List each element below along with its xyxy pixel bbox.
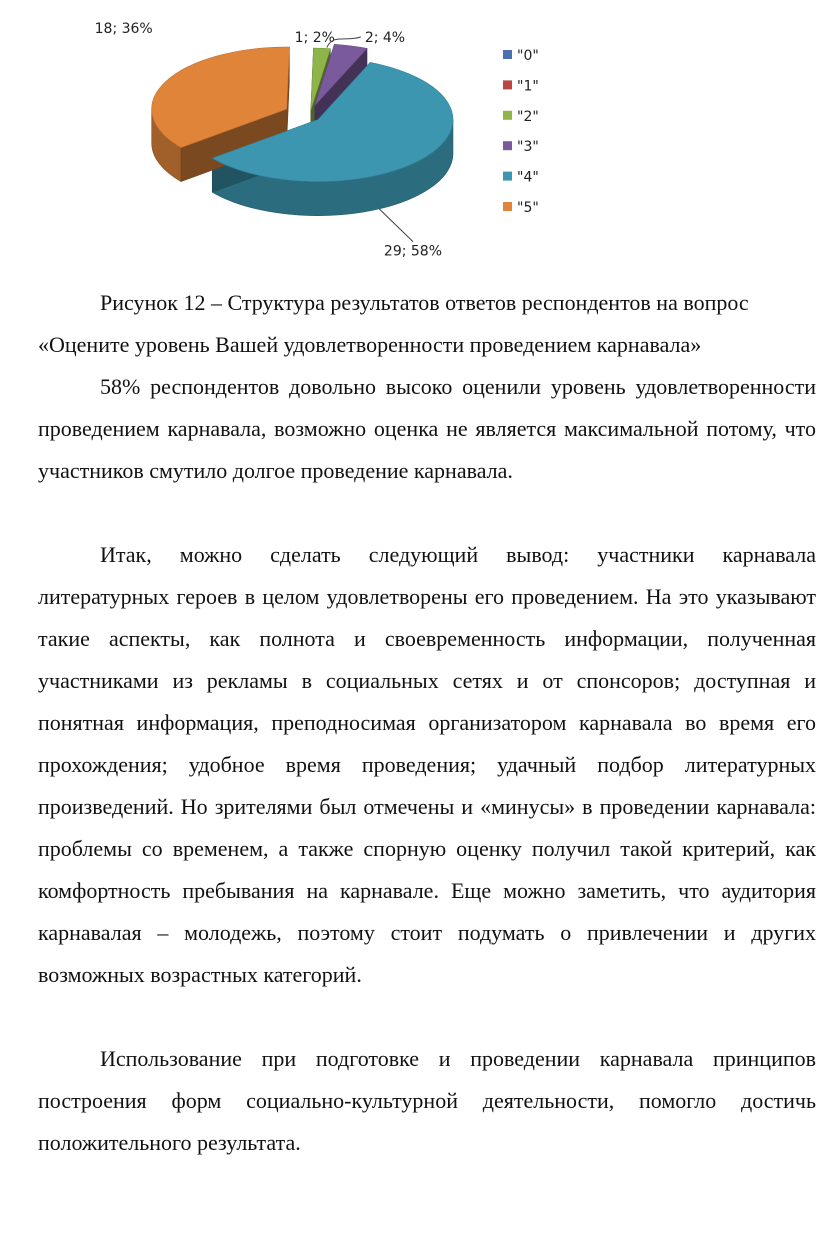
legend-swatch-4 <box>503 172 512 181</box>
paragraph-1: 58% респондентов довольно высоко оценили уровень удовлетворенности проведением карнавала, возможно оценка не является максимальной потому, что участников смутило долгое проведение карнавала. <box>38 374 816 483</box>
legend-swatch-5 <box>503 202 512 211</box>
slice-3-label: 2; 4% <box>364 30 406 46</box>
slice-2-label: 1; 2% <box>294 30 335 46</box>
slice-5-label: 18; 36% <box>94 21 153 38</box>
legend-label-4: "4" <box>517 169 539 186</box>
legend-swatch-2 <box>503 111 512 120</box>
legend-label-3: "3" <box>517 139 539 156</box>
paragraph-2: Итак, можно сделать следующий вывод: участники карнавала литературных героев в целом удовлетворены его проведением. На это указывают такие аспекты, как полнота и своевременность информации, полученная участниками из рекламы в социальных сетях и от спонсоров; доступная и понятная информация, преподносимая организатором карнавала во время его прохождения; удобное время проведения; удачный подбор литературных произведений. Но зрителями был отмечены и «минусы» в проведении карнавала: проблемы со временем, а также спорную оценку получил такой критерий, как комфортность пребывания на карнавале. Еще можно заметить, что аудитория карнавалая – молодежь, поэтому стоит подумать о привлечении и других возможных возрастных категорий. <box>38 542 816 987</box>
legend-swatch-1 <box>503 80 512 89</box>
legend-label-5: "5" <box>517 200 539 216</box>
paragraph-3: Использование при подготовке и проведении карнавала принципов построения форм социально-культурной деятельности, помогло достичь положительного результата. <box>38 1046 816 1155</box>
legend-label-1: "1" <box>517 78 539 95</box>
legend-swatch-3 <box>503 141 512 150</box>
legend-swatch-0 <box>503 50 512 59</box>
pie-chart-svg <box>60 14 580 264</box>
legend-label-0: "0" <box>517 48 539 64</box>
pie-chart <box>60 14 580 264</box>
slice-4-leader-line <box>379 209 413 242</box>
legend-label-2: "2" <box>517 108 539 125</box>
slice-4-label: 29; 58% <box>383 243 443 260</box>
chart-legend <box>503 48 539 216</box>
figure-caption: Рисунок 12 – Структура результатов ответов респондентов на вопрос «Оцените уровень Вашей удовлетворенности проведением карнавала» <box>38 290 749 357</box>
